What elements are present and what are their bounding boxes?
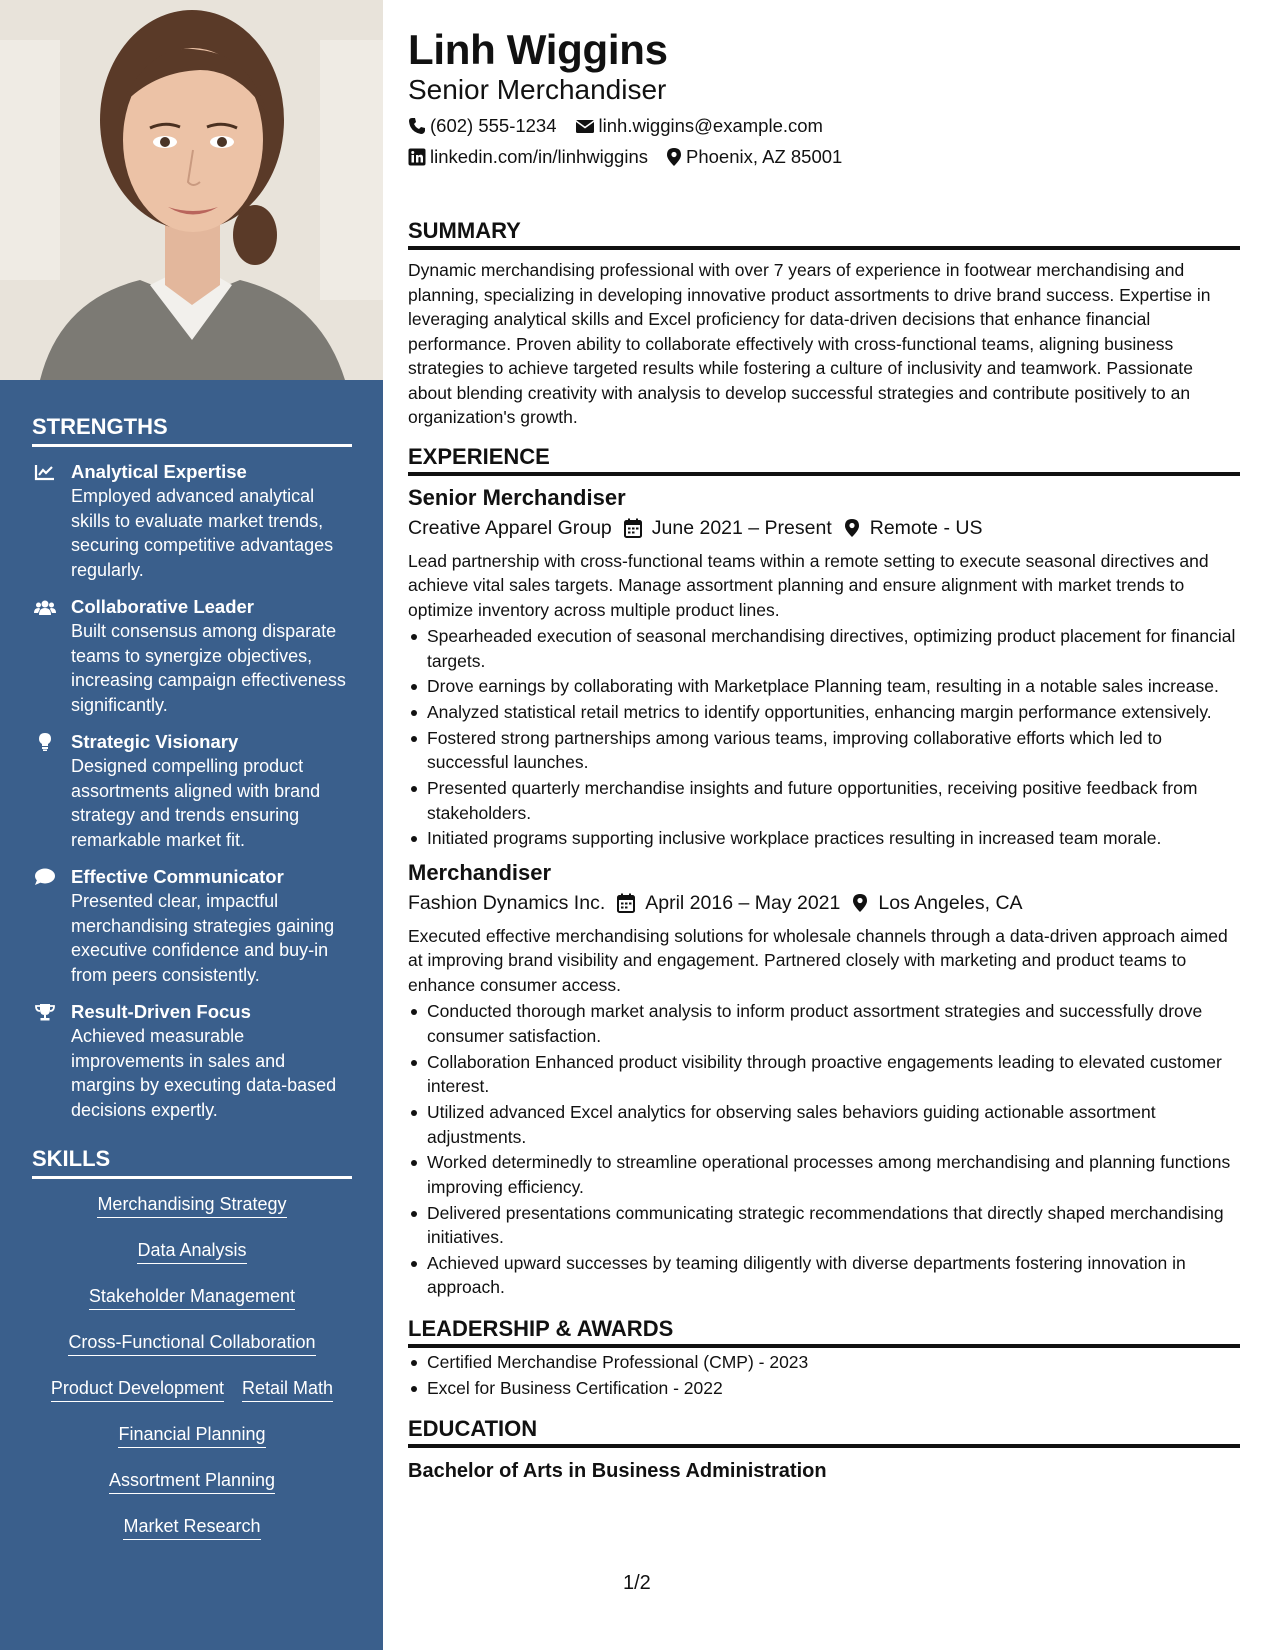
linkedin-contact[interactable] (408, 146, 648, 168)
sidebar (0, 0, 383, 1650)
skill-tag: Financial Planning (118, 1421, 265, 1448)
strength-desc: Built consensus among disparate teams to synergize objectives, increasing campaign effectiveness significantly. (71, 621, 346, 715)
skill-tag: Product Development (51, 1375, 224, 1402)
map-pin-icon (852, 893, 868, 913)
job-entry (408, 484, 1240, 851)
job-bullet: Collaboration Enhanced product visibility through proactive engagements leading to elevated customer interest. (408, 1050, 1240, 1099)
skill-tag: Data Analysis (137, 1237, 246, 1264)
job-dates (624, 515, 832, 541)
strength-item (32, 865, 351, 987)
phone-icon (408, 117, 426, 135)
map-pin-icon (666, 147, 682, 167)
job-dates-text: June 2021 – Present (651, 516, 832, 539)
skill-tag: Merchandising Strategy (97, 1191, 286, 1218)
map-pin-icon (844, 518, 860, 538)
job-bullet: Analyzed statistical retail metrics to identify opportunities, enhancing margin performance extensively. (408, 700, 1240, 725)
skill-tag: Retail Math (242, 1375, 333, 1402)
users-icon (34, 598, 56, 616)
strength-item (32, 460, 351, 582)
location-contact (666, 146, 842, 168)
job-title: Senior Merchandiser (408, 484, 626, 510)
summary-heading: SUMMARY (408, 218, 1240, 250)
contact-row-2 (408, 146, 1240, 168)
skill-tag: Stakeholder Management (89, 1283, 295, 1310)
job-bullet: Delivered presentations communicating strategic recommendations that directly shaped merchandising initiatives. (408, 1201, 1240, 1250)
strength-title: Collaborative Leader (71, 596, 255, 617)
job-meta (408, 515, 1240, 541)
page-number: 1/2 (623, 1572, 651, 1594)
phone-contact (408, 115, 557, 137)
award-item: Certified Merchandise Professional (CMP) - 2023 (408, 1350, 1240, 1375)
email-text[interactable]: linh.wiggins@example.com (598, 115, 823, 136)
job-bullet: Initiated programs supporting inclusive workplace practices resulting in increased team morale. (408, 826, 1240, 851)
summary-text: Dynamic merchandising professional with over 7 years of experience in footwear merchandising and planning, specializing in developing innovative product assortments to drive brand success. Expertise in leveraging analytical skills and Excel proficiency for data-driven decisions that enhance financial performance. Proven ability to collaborate effectively with cross-functional teams, aligning business strategies to achieve targeted results while fostering a culture of inclusivity and teamwork. Passionate about blending creativity with analysis to develop successful strategies and contribute positively to an organization's growth. (408, 260, 1211, 427)
strengths-heading: STRENGTHS (32, 414, 352, 447)
job-entry (408, 859, 1240, 1300)
linkedin-text[interactable]: linkedin.com/in/linhwiggins (430, 146, 648, 167)
portrait-photo (0, 0, 383, 380)
job-meta (408, 890, 1240, 916)
strength-item (32, 595, 351, 717)
job-bullet: Spearheaded execution of seasonal merchandising directives, optimizing product placement for financial targets. (408, 624, 1240, 673)
job-location (844, 515, 983, 541)
awards-heading: LEADERSHIP & AWARDS (408, 1316, 1240, 1348)
degree-title: Bachelor of Arts in Business Administration (408, 1460, 827, 1483)
trophy-icon (34, 1003, 56, 1021)
job-bullet: Conducted thorough market analysis to inform product assortment strategies and successfully drove consumer satisfaction. (408, 999, 1240, 1048)
job-location (852, 890, 1022, 916)
linkedin-icon (408, 148, 426, 166)
strength-title: Strategic Visionary (71, 731, 239, 752)
job-bullet: Drove earnings by collaborating with Marketplace Planning team, resulting in a notable sales increase. (408, 674, 1240, 699)
chart-line-icon (34, 463, 56, 481)
location-text: Phoenix, AZ 85001 (686, 146, 843, 167)
job-bullet: Worked determinedly to streamline operational processes among merchandising and planning functions improving efficiency. (408, 1150, 1240, 1199)
job-description: Executed effective merchandising solutions for wholesale channels through a data-driven approach aimed at improving brand visibility and engagement. Partnered closely with marketing and product teams to enhance consumer access. (408, 925, 1228, 995)
phone-text: (602) 555-1234 (430, 115, 557, 136)
envelope-icon (575, 118, 595, 134)
company-name: Creative Apparel Group (408, 516, 612, 539)
strength-item (32, 730, 351, 852)
profile-photo (0, 0, 383, 380)
calendar-icon (624, 518, 642, 538)
skills-list (32, 1191, 352, 1559)
job-description: Lead partnership with cross-functional teams within a remote setting to execute seasonal directives and achieve vital sales targets. Manage assortment planning and ensure alignment with market trends to optimize inventory across multiple product lines. (408, 550, 1209, 620)
contact-row-1 (408, 115, 1240, 137)
job-bullet: Fostered strong partnerships among various teams, improving collaborative efforts which led to successful launches. (408, 726, 1240, 775)
awards-list (408, 1350, 1240, 1400)
experience-heading: EXPERIENCE (408, 444, 1240, 476)
job-dates-text: April 2016 – May 2021 (645, 891, 841, 914)
job-title: Merchandiser (408, 859, 552, 885)
job-bullet: Achieved upward successes by teaming diligently with diverse departments fostering innovation in approach. (408, 1251, 1240, 1300)
lightbulb-icon (34, 733, 56, 751)
strength-desc: Achieved measurable improvements in sales and margins by executing data-based decisions expertly. (71, 1026, 337, 1120)
education-heading: EDUCATION (408, 1416, 1240, 1448)
skill-tag: Assortment Planning (109, 1467, 275, 1494)
job-bullet: Utilized advanced Excel analytics for observing sales behaviors guiding actionable assortment adjustments. (408, 1100, 1240, 1149)
strength-title: Effective Communicator (71, 866, 284, 887)
strength-desc: Employed advanced analytical skills to evaluate market trends, securing competitive advantages regularly. (71, 486, 334, 580)
company-name: Fashion Dynamics Inc. (408, 891, 606, 914)
strength-desc: Presented clear, impactful merchandising strategies gaining executive confidence and buy-in from peers consistently. (71, 891, 335, 985)
job-bullet: Presented quarterly merchandise insights and future opportunities, receiving positive feedback from stakeholders. (408, 776, 1240, 825)
skill-tag: Cross-Functional Collaboration (68, 1329, 315, 1356)
skill-tag: Market Research (123, 1513, 260, 1540)
job-bullets (408, 999, 1240, 1299)
job-dates (617, 890, 840, 916)
job-location-text: Los Angeles, CA (878, 891, 1023, 914)
job-location-text: Remote - US (869, 516, 983, 539)
email-contact[interactable] (575, 115, 823, 137)
strength-title: Analytical Expertise (71, 461, 247, 482)
skills-heading: SKILLS (32, 1146, 352, 1179)
candidate-name: Linh Wiggins (408, 26, 668, 73)
strength-desc: Designed compelling product assortments aligned with brand strategy and trends ensuring remarkable market fit. (71, 756, 321, 850)
calendar-icon (617, 893, 635, 913)
main-content (408, 0, 1240, 1484)
strengths-list (32, 460, 351, 1122)
strength-item (32, 1000, 351, 1122)
strength-title: Result-Driven Focus (71, 1001, 251, 1022)
comment-icon (34, 868, 56, 886)
award-item: Excel for Business Certification - 2022 (408, 1376, 1240, 1401)
candidate-title: Senior Merchandiser (408, 74, 667, 105)
job-bullets (408, 624, 1240, 851)
